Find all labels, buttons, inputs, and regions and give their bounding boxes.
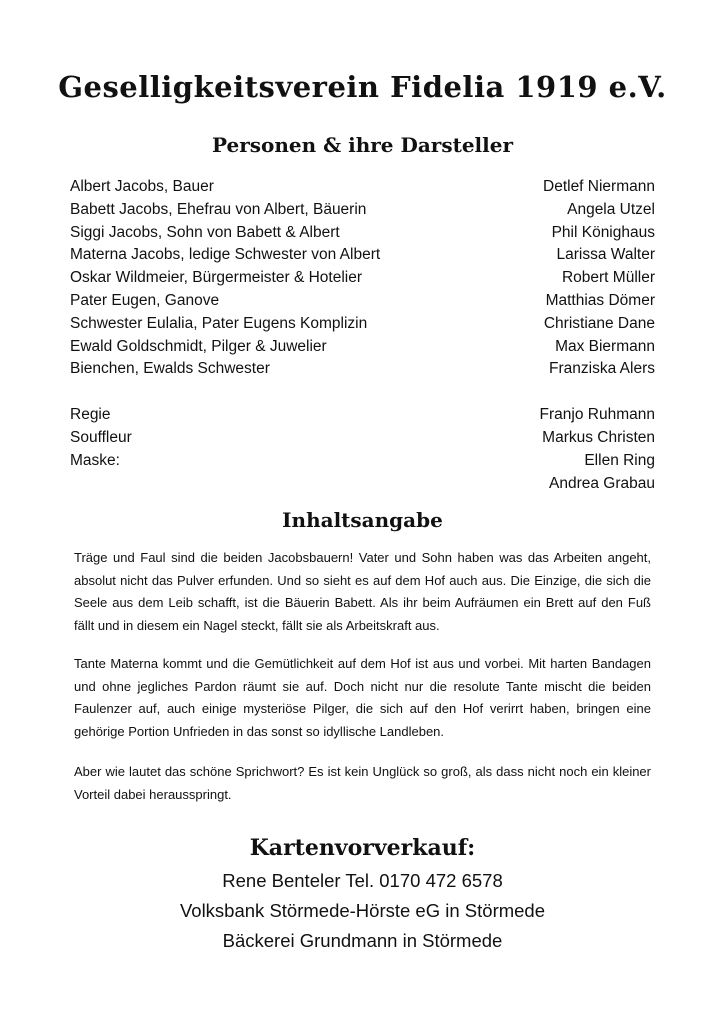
crew-row bbox=[70, 427, 655, 450]
crew-role: Souffleur bbox=[70, 428, 132, 446]
cast-row bbox=[70, 244, 655, 267]
crew-role: Maske: bbox=[70, 451, 120, 469]
role-name: Oskar Wildmeier, Bürgermeister & Hotelier bbox=[70, 269, 362, 287]
role-name: Pater Eugen, Ganove bbox=[70, 291, 220, 309]
tickets-heading: Kartenvorverkauf: bbox=[249, 835, 476, 861]
role-name: Materna Jacobs, ledige Schwester von Albert bbox=[70, 246, 381, 264]
cast-row bbox=[70, 336, 655, 359]
crew-name: Ellen Ring bbox=[584, 451, 655, 469]
summary-paragraph: Träge und Faul sind die beiden Jacobsbauern! Vater und Sohn haben was das Arbeiten angeht, absolut nicht das Pulver erfunden. Und so sieht es auf dem Hof auch aus. Die Einzige, die sich die Seele aus dem Leib schafft, ist die Bäuerin Babett. Als ihr beim Aufräumen ein Brett auf den Fuß fällt und in diesem ein Nagel steckt, fällt sie als Arbeitskraft aus. bbox=[74, 550, 651, 633]
crew-name: Andrea Grabau bbox=[549, 474, 655, 492]
cast-list bbox=[70, 176, 655, 495]
role-name: Ewald Goldschmidt, Pilger & Juwelier bbox=[70, 337, 327, 355]
ticket-outlet: Bäckerei Grundmann in Störmede bbox=[222, 930, 503, 951]
role-name: Siggi Jacobs, Sohn von Babett & Albert bbox=[70, 223, 340, 241]
actor-name: Larissa Walter bbox=[556, 246, 655, 264]
summary-paragraph: Tante Materna kommt und die Gemütlichkeit auf dem Hof ist aus und vorbei. Mit harten Bandagen und ohne jegliches Pardon räumt sie auf. Doch nicht nur die resolute Tante mischt die beiden Faulenzer auf, auch einige mysteriöse Pilger, die sich auf den Hof verirrt haben, bringen eine gehörige Portion Unfrieden in das sonst so idyllische Landleben. bbox=[74, 656, 651, 739]
role-name: Bienchen, Ewalds Schwester bbox=[70, 360, 270, 378]
page-title: Geselligkeitsverein Fidelia 1919 e.V. bbox=[58, 70, 667, 104]
summary-heading: Inhaltsangabe bbox=[282, 508, 443, 532]
crew-name: Franjo Ruhmann bbox=[539, 406, 655, 424]
crew-name: Markus Christen bbox=[542, 428, 655, 446]
actor-name: Detlef Niermann bbox=[543, 178, 655, 195]
role-name: Schwester Eulalia, Pater Eugens Komplizin bbox=[70, 314, 368, 332]
actor-name: Franziska Alers bbox=[549, 360, 655, 378]
ticket-outlet: Volksbank Störmede-Hörste eG in Störmede bbox=[179, 900, 546, 921]
role-name: Babett Jacobs, Ehefrau von Albert, Bäuerin bbox=[70, 200, 367, 218]
crew-row bbox=[70, 450, 655, 473]
crew-row bbox=[70, 473, 655, 496]
ticket-outlet: Rene Benteler Tel. 0170 472 6578 bbox=[222, 870, 503, 891]
crew-role: Regie bbox=[70, 406, 111, 424]
cast-row bbox=[70, 358, 655, 381]
actor-name: Max Biermann bbox=[555, 337, 655, 355]
cast-heading: Personen & ihre Darsteller bbox=[211, 133, 514, 157]
cast-row bbox=[70, 176, 655, 199]
actor-name: Robert Müller bbox=[561, 269, 655, 287]
summary-paragraph: Aber wie lautet das schöne Sprichwort? Es ist kein Unglück so groß, als dass nicht noch ein kleiner Vorteil dabei herausspringt. bbox=[74, 764, 651, 802]
actor-name: Phil Könighaus bbox=[551, 223, 655, 241]
actor-name: Christiane Dane bbox=[543, 314, 655, 332]
cast-row bbox=[70, 222, 655, 245]
cast-row bbox=[70, 199, 655, 222]
role-name: Albert Jacobs, Bauer bbox=[70, 178, 214, 195]
actor-name: Matthias Dömer bbox=[545, 291, 655, 309]
cast-row bbox=[70, 313, 655, 336]
actor-name: Angela Utzel bbox=[567, 200, 655, 218]
crew-row bbox=[70, 404, 655, 427]
spacer bbox=[70, 381, 655, 404]
cast-row bbox=[70, 290, 655, 313]
cast-row bbox=[70, 267, 655, 290]
